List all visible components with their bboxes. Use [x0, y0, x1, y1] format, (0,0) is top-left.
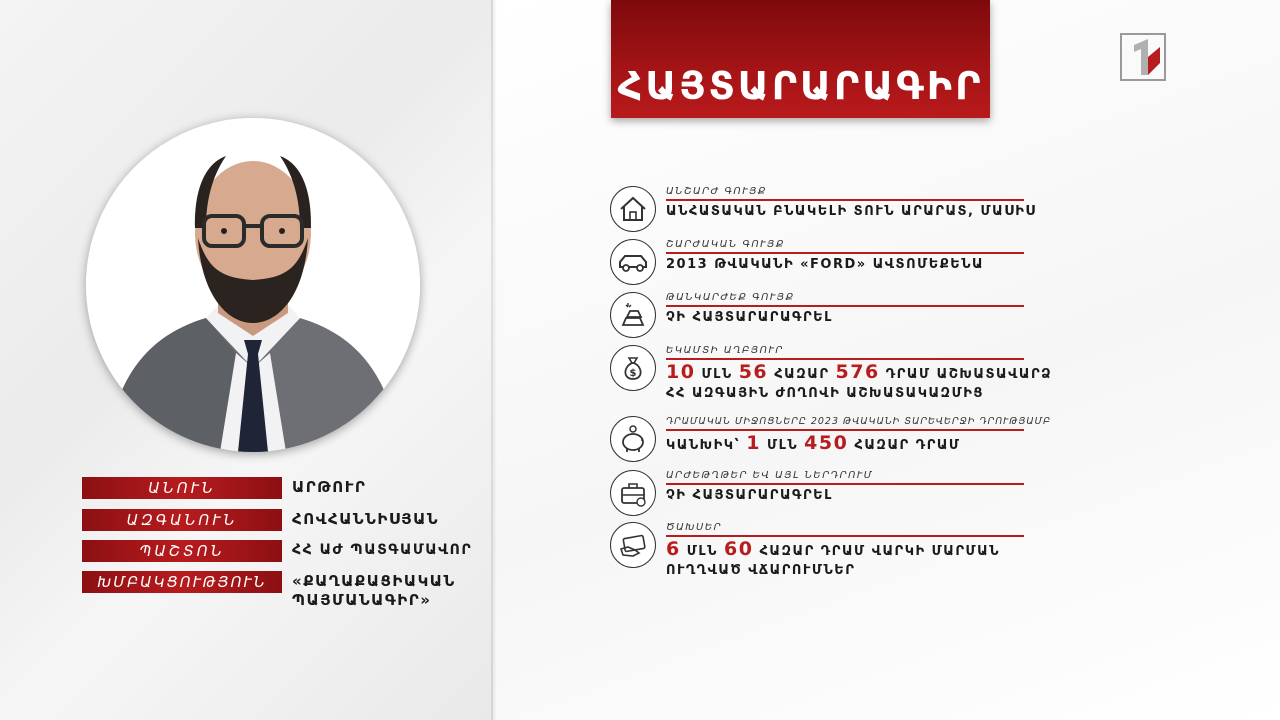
person-illustration [86, 118, 420, 452]
surname-label: ԱԶԳԱՆՈՒՆ [82, 509, 282, 531]
item-underline [666, 305, 1024, 307]
banner-title: ՀԱՅՏԱՐԱՐԱԳԻՐ [617, 64, 984, 108]
faction-value [292, 572, 502, 610]
item-underline [666, 429, 1024, 431]
cash-million-unit: ՄԼՆ [766, 438, 799, 453]
item-value: ԱՆՀԱՏԱԿԱՆ ԲՆԱԿԵԼԻ ՏՈՒՆ ԱՐԱՐԱՏ, ՄԱՍԻՍ [666, 204, 1037, 219]
item-label: ԱՆՇԱՐԺ ԳՈՒՅՔ [666, 186, 767, 197]
expense-million-amount: 6 [666, 538, 681, 560]
item-label: ԹԱՆԿԱՐԺԵՔ ԳՈՒՅՔ [666, 292, 795, 303]
item-value [666, 538, 1001, 560]
panel-divider [491, 0, 497, 720]
channel-1-logo-icon [1120, 33, 1166, 81]
income-thousand-amount: 56 [738, 361, 769, 383]
car-icon [610, 239, 656, 285]
item-value [666, 361, 1053, 383]
name-label: ԱՆՈՒՆ [82, 477, 282, 499]
item-underline [666, 358, 1024, 360]
svg-text:$: $ [629, 368, 637, 379]
cash-prefix: ԿԱՆԽԻԿ՝ [666, 438, 741, 453]
position-value: ՀՀ ԱԺ ՊԱՏԳԱՄԱՎՈՐ [292, 542, 473, 558]
surname-value: ՀՈՎՀԱՆՆԻՍՅԱՆ [292, 510, 440, 528]
income-million-unit: ՄԼՆ [701, 367, 733, 382]
gold-bars-icon [610, 292, 656, 338]
faction-value-line1: «ՔԱՂԱՔԱՑԻԱԿԱՆ [292, 572, 456, 590]
cash-thousand-amount: 450 [804, 432, 849, 454]
item-underline [666, 252, 1024, 254]
item-label: ԾԱԽՍԵՐ [666, 522, 723, 533]
income-dram-unit: ԴՐԱՄ ԱՇԽԱՏԱՎԱՐՁ [885, 367, 1053, 382]
expense-thousand-amount: 60 [723, 538, 754, 560]
faction-label: ԽՄԲԱԿՑՈՒԹՅՈՒՆ [82, 571, 282, 593]
income-dram-amount: 576 [835, 361, 880, 383]
item-value: ՉԻ ՀԱՅՏԱՐԱՐԱԳՐԵԼ [666, 310, 833, 325]
item-label: ՇԱՐԺԱԿԱՆ ԳՈՒՅՔ [666, 239, 785, 250]
item-label: ԴՐԱՄԱԿԱՆ ՄԻՋՈՑՆԵՐԸ 2023 ԹՎԱԿԱՆԻ ՏԱՐԵՎԵՐՋԻ ԴՐՈՒԹՅԱՄԲ [666, 416, 1052, 427]
piggy-bank-icon [610, 416, 656, 462]
briefcase-icon [610, 470, 656, 516]
expense-line2: ՈՒՂՂՎԱԾ ՎՃԱՐՈՒՄՆԵՐ [666, 563, 856, 578]
cash-million-amount: 1 [746, 432, 761, 454]
title-banner [611, 0, 990, 118]
position-label: ՊԱՇՏՈՆ [82, 540, 282, 562]
item-value: ՉԻ ՀԱՅՏԱՐԱՐԱԳՐԵԼ [666, 488, 833, 503]
income-million-amount: 10 [666, 361, 696, 383]
item-value [666, 432, 961, 454]
money-bag-icon [610, 345, 656, 391]
expense-thousand-unit: ՀԱԶԱՐ ԴՐԱՄ ՎԱՐԿԻ ՄԱՐՄԱՆ [759, 544, 1001, 559]
expense-million-unit: ՄԼՆ [686, 544, 718, 559]
name-value: ԱՐԹՈՒՐ [292, 478, 367, 496]
cash-thousand-unit: ՀԱԶԱՐ ԴՐԱՄ [854, 438, 961, 453]
income-thousand-unit: ՀԱԶԱՐ [774, 367, 830, 382]
credit-card-icon [610, 522, 656, 568]
income-source-line2: ՀՀ ԱԶԳԱՅԻՆ ԺՈՂՈՎԻ ԱՇԽԱՏԱԿԱԶՄԻՑ [666, 386, 984, 401]
item-underline [666, 535, 1024, 537]
item-label: ԵԿԱՄՏԻ ԱՂԲՅՈՒՐ [666, 345, 784, 356]
item-underline [666, 483, 1024, 485]
item-underline [666, 199, 1024, 201]
faction-value-line2: ՊԱՅՄԱՆԱԳԻՐ» [292, 591, 432, 609]
item-label: ԱՐԺԵԹՂԹԵՐ ԵՎ ԱՅԼ ՆԵՐԴՐՈՒՄ [666, 470, 874, 481]
item-value: 2013 ԹՎԱԿԱՆԻ «FORD» ԱՎՏՈՄԵՔԵՆԱ [666, 257, 985, 272]
portrait-photo [86, 118, 420, 452]
house-icon [610, 186, 656, 232]
